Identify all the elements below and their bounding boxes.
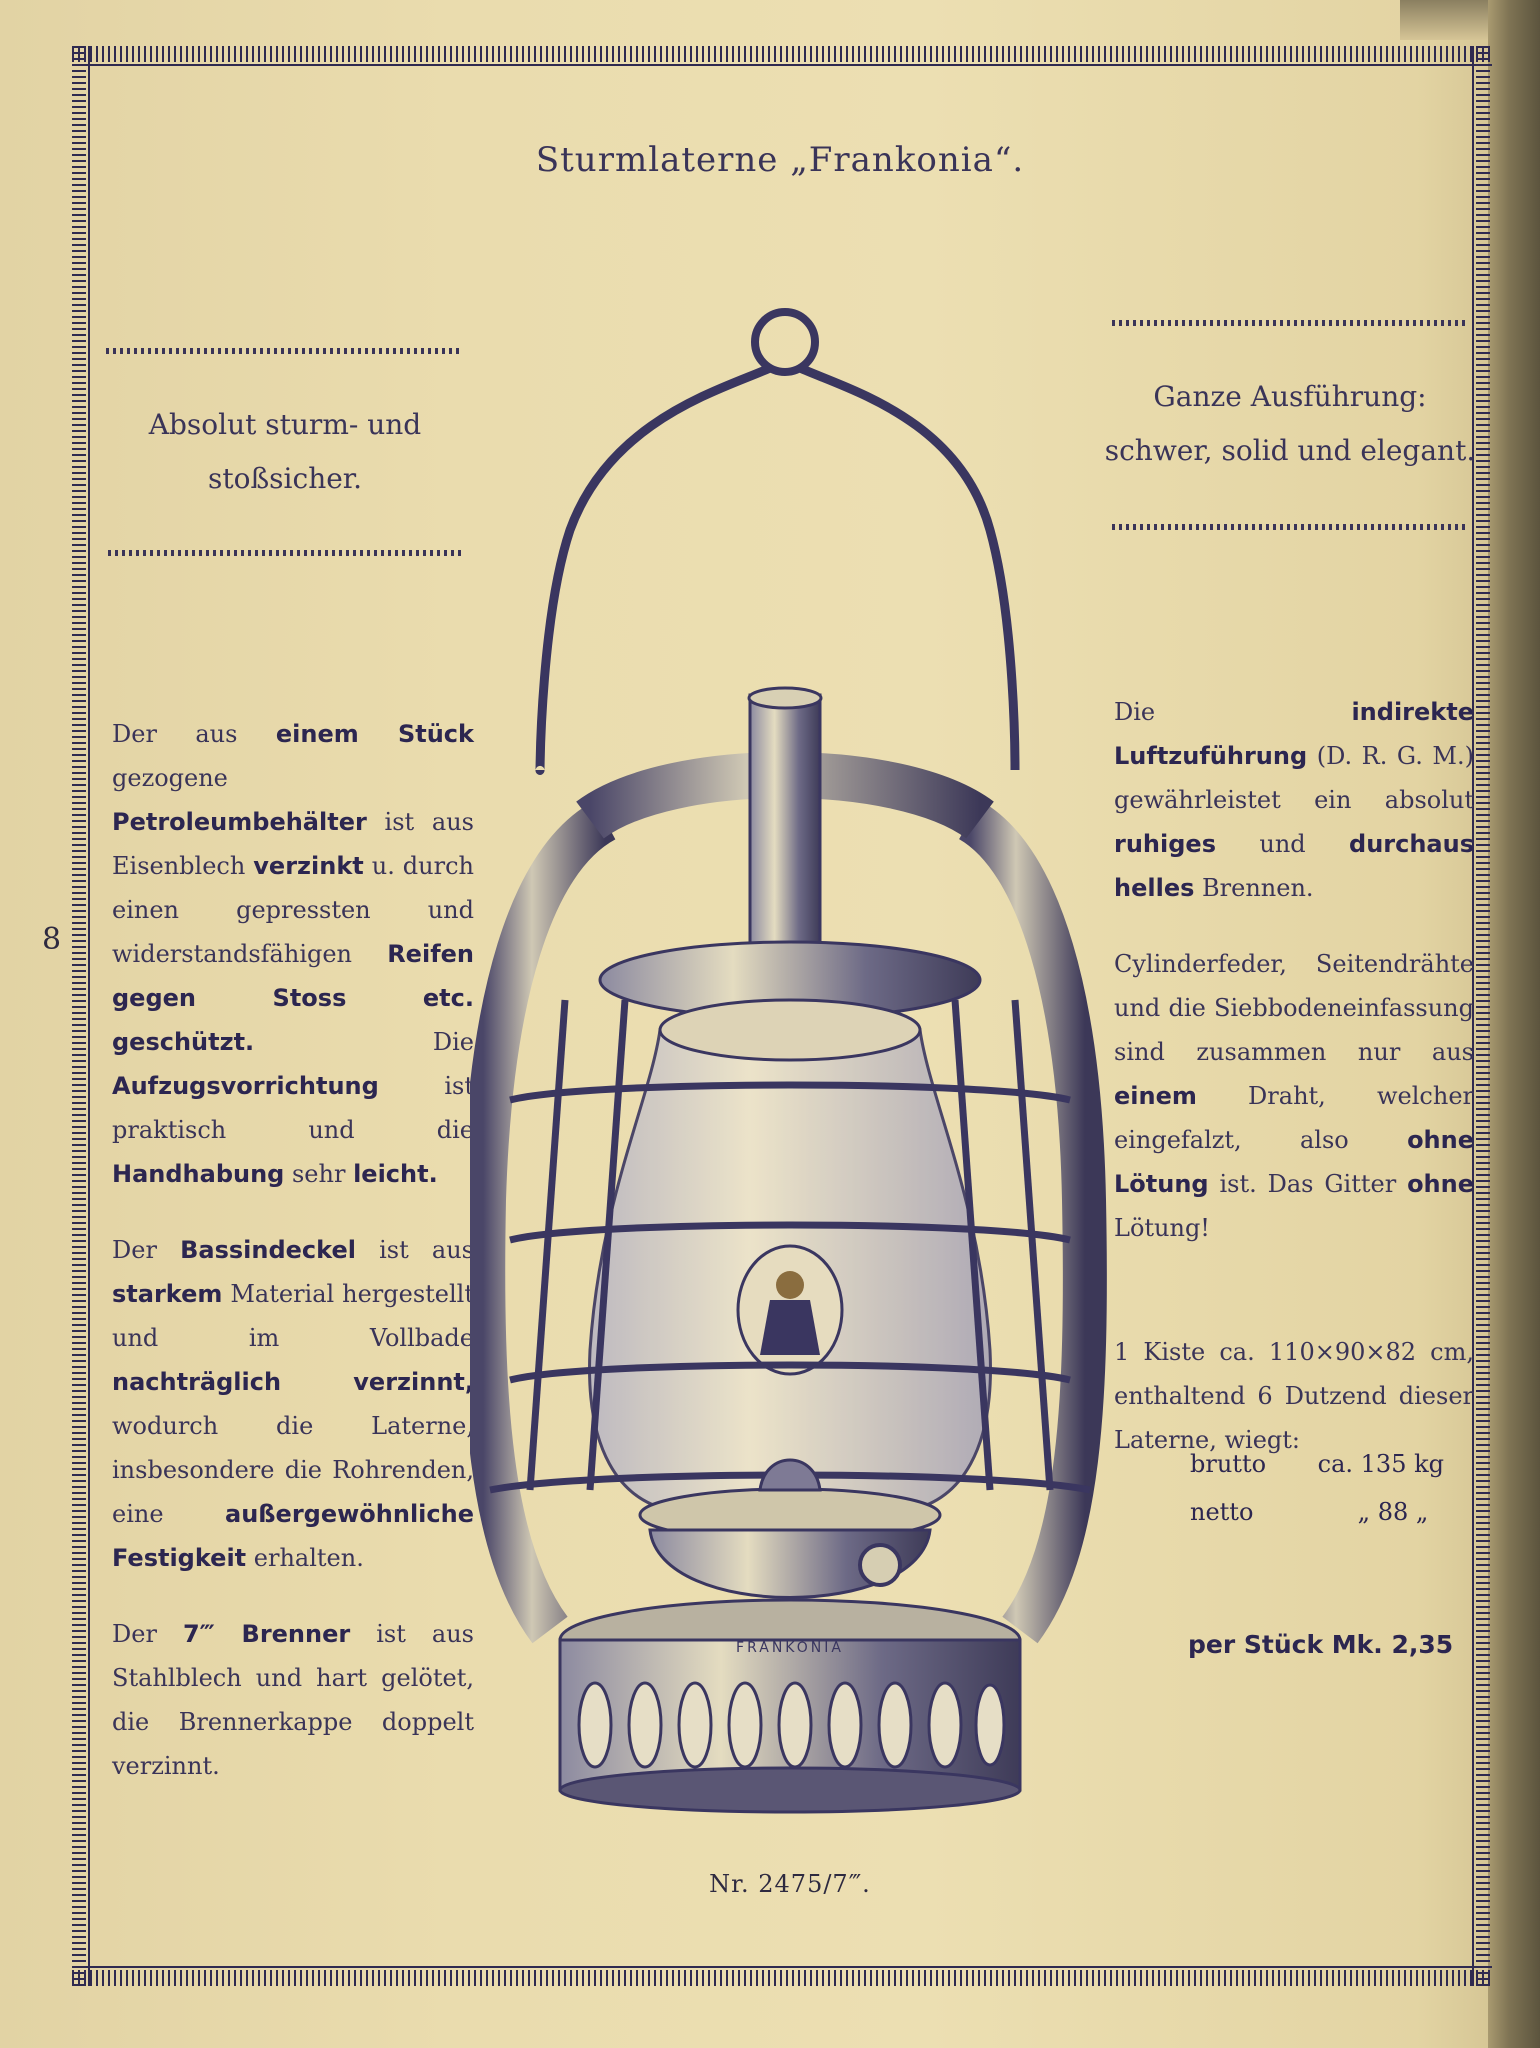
- bold-run: einem Stück: [275, 720, 474, 748]
- bold-run: leicht.: [353, 1160, 438, 1188]
- left-note-line: stoßsicher.: [208, 462, 362, 495]
- border-top: [72, 46, 1492, 62]
- right-note-line: Ganze Ausführung:: [1153, 380, 1427, 413]
- page-title: Sturmlaterne „Frankonia“.: [535, 140, 1025, 180]
- dotted-rule: [106, 348, 462, 354]
- right-note: [1100, 370, 1480, 478]
- bold-run: Aufzugsvorrichtung: [112, 1072, 379, 1100]
- bold-run: indirekte Luftzuführung: [1114, 698, 1474, 770]
- left-paragraph: Der 7‴ Brenner ist aus Stahlblech und hart gelötet, die Brennerkappe doppelt verzinnt.: [112, 1620, 474, 1780]
- right-body-text: [1114, 690, 1474, 1494]
- right-paragraph: 1 Kiste ca. 110×90×82 cm, enthaltend 6 Dutzend dieser Laterne, wiegt:: [1114, 1338, 1474, 1454]
- bold-run: nachträglich verzinnt,: [112, 1368, 474, 1396]
- left-paragraph: Der Bassindeckel ist aus starkem Material hergestellt und im Vollbade nachträglich verzinnt, wodurch die Laterne, insbesondere die Rohrenden, eine außergewöhnliche Festigkeit erhalten.: [112, 1236, 474, 1572]
- left-paragraph: Der aus einem Stück gezogene Petroleumbehälter ist aus Eisenblech verzinkt u. durch einen gepressten und widerstandsfähigen Reifen gegen Stoss etc. geschützt. Die Aufzugsvorrichtung ist praktisch und die Handhabung sehr leicht.: [112, 720, 474, 1188]
- weight-value: „ 88 „: [1357, 1498, 1429, 1526]
- product-number: Nr. 2475/7‴.: [709, 1870, 871, 1898]
- right-note-line: schwer, solid und elegant.: [1104, 434, 1476, 467]
- price: per Stück Mk. 2,35: [1188, 1630, 1454, 1659]
- left-note-line: Absolut sturm- und: [148, 408, 422, 441]
- border-left-line: [88, 46, 90, 1986]
- bold-run: ohne: [1407, 1170, 1474, 1198]
- bold-run: einem: [1114, 1082, 1197, 1110]
- bold-run: Petroleumbehälter: [112, 808, 367, 836]
- bold-run: ruhiges: [1114, 830, 1216, 858]
- right-paragraph: Cylinderfeder, Seitendrähte und die Siebbodeneinfassung sind zusammen nur aus einem Draht, welcher eingefalzt, also ohne Lötung ist. Das Gitter ohne Lötung!: [1114, 950, 1474, 1242]
- lantern-illustration: [470, 300, 1110, 1820]
- bold-run: starkem: [112, 1280, 223, 1308]
- bold-run: Bassindeckel: [180, 1236, 356, 1264]
- bold-run: durchaus helles: [1114, 830, 1474, 902]
- weight-value: ca. 135 kg: [1317, 1450, 1444, 1478]
- bold-run: ohne Lötung: [1114, 1126, 1474, 1198]
- weights-table: [1190, 1440, 1444, 1536]
- bold-run: 7‴ Brenner: [182, 1620, 351, 1648]
- weight-row-netto: [1190, 1488, 1444, 1536]
- left-note: [100, 398, 470, 506]
- bold-run: verzinkt: [253, 852, 364, 880]
- bold-run: Handhabung: [112, 1160, 285, 1188]
- left-body-text: [112, 712, 474, 1820]
- page-shadow: [1488, 0, 1540, 2048]
- dotted-rule: [1112, 320, 1468, 326]
- lantern-base-label: FRANKONIA: [736, 1640, 844, 1656]
- right-paragraph: Die indirekte Luftzuführung (D. R. G. M.) gewährleistet ein absolut ruhiges und durchaus helles Brennen.: [1114, 698, 1474, 902]
- weight-row-brutto: [1190, 1440, 1444, 1488]
- bold-run: außergewöhnliche Festigkeit: [112, 1500, 474, 1572]
- lantern-icon: [470, 300, 1110, 1820]
- border-bottom: [72, 1970, 1492, 1986]
- border-top-line: [72, 64, 1492, 66]
- dotted-rule: [1112, 524, 1468, 530]
- weight-label: netto: [1190, 1498, 1254, 1526]
- border-left: [72, 46, 86, 1986]
- page-number: 8: [42, 922, 62, 957]
- dotted-rule: [108, 550, 464, 556]
- border-bottom-line: [72, 1966, 1492, 1968]
- border-right: [1476, 46, 1490, 1986]
- weight-label: brutto: [1190, 1450, 1267, 1478]
- bold-run: Reifen gegen Stoss etc. geschützt.: [112, 940, 474, 1056]
